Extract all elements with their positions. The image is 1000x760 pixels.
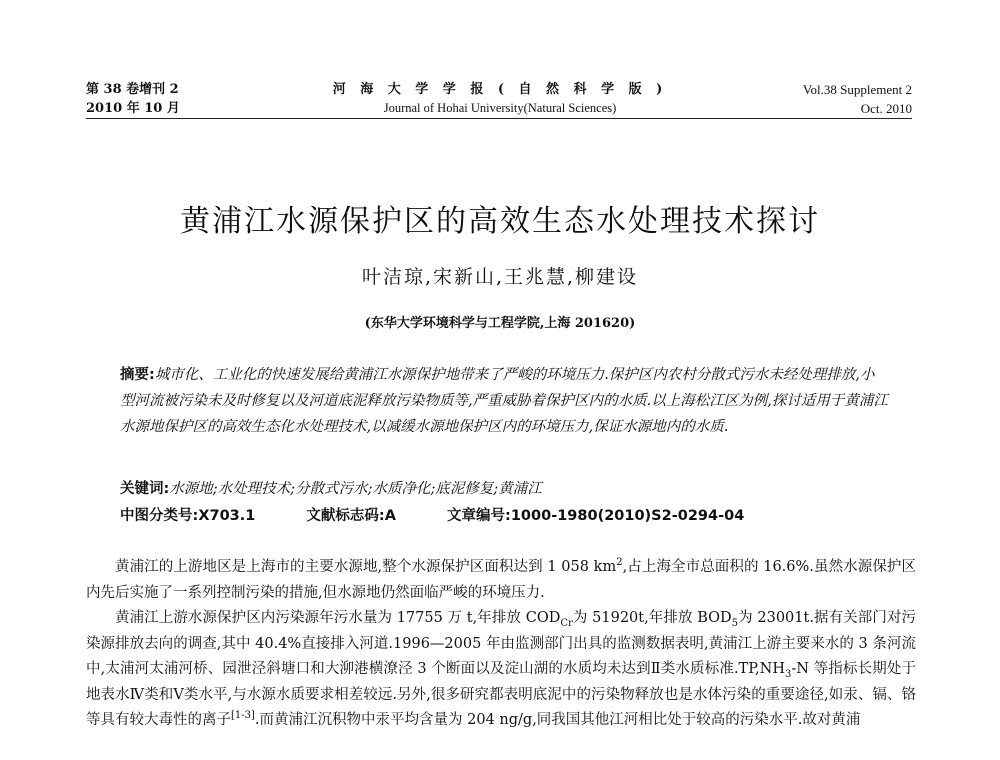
abstract xyxy=(120,362,888,440)
p1-text-b: ,占上海全市总面积的 16.6%.虽然水源保护区内先后实施了一系列控制污染的措施,但水源地仍然面临严峻的环境压力. xyxy=(86,559,917,601)
document-code xyxy=(306,508,396,524)
volume-en: Vol.38 Supplement 2 xyxy=(802,82,912,97)
volume-cn: 第 38 卷增刊 2 xyxy=(86,82,179,97)
journal-name xyxy=(330,80,670,118)
journal-name-en: Journal of Hohai University(Natural Sciences) xyxy=(383,101,617,115)
header-rule xyxy=(86,118,912,119)
p2-text-a: 黄浦江上游水源保护区内污染源年污水量为 17755 万 t,年排放 COD xyxy=(115,610,561,626)
p2-text-b: 为 51920t,年排放 BOD xyxy=(572,610,732,626)
classification-line xyxy=(120,504,888,528)
doc-value: A xyxy=(384,508,396,524)
paper-title: 黄浦江水源保护区的高效生态水处理技术探讨 xyxy=(180,204,820,239)
authors: 叶洁琼,宋新山,王兆慧,柳建设 xyxy=(361,266,639,288)
body-text xyxy=(86,555,916,734)
journal-header xyxy=(0,72,1000,120)
journal-name-cn: 河 海 大 学 学 报 ( 自 然 科 学 版 ) xyxy=(332,82,668,97)
doc-label: 文献标志码: xyxy=(306,508,385,524)
keywords-text: 水源地;水处理技术;分散式污水;水质净化;底泥修复;黄浦江 xyxy=(169,481,542,497)
issue-info-en xyxy=(803,80,912,118)
p2-text-e: .而黄浦江沉积物中汞平均含量为 204 ng/g,同我国其他江河相比处于较高的污染水平.故对黄浦 xyxy=(254,712,861,728)
abstract-label: 摘要: xyxy=(120,367,155,383)
article-value: 1000-1980(2010)S2-0294-04 xyxy=(510,508,745,524)
p2-subscript-5: 5 xyxy=(731,617,739,629)
article-number xyxy=(447,508,744,524)
clc-value: X703.1 xyxy=(198,508,256,524)
date-cn: 2010 年 10 月 xyxy=(86,101,180,116)
article-label: 文章编号: xyxy=(447,508,511,524)
clc-label: 中图分类号: xyxy=(120,508,199,524)
date-en: Oct. 2010 xyxy=(860,101,912,116)
p2-subscript-cr: Cr xyxy=(560,617,573,629)
abstract-text: 城市化、工业化的快速发展给黄浦江水源保护地带来了严峻的环境压力.保护区内农村分散式污水未经处理排放,小型河流被污染未及时修复以及河道底泥释放污染物质等,严重威胁着保护区内的水质.以上海松江区为例,探讨适用于黄浦江水源地保护区的高效生态化水处理技术,以减缓水源地保护区内的环境压力,保证水源地内的水质. xyxy=(120,367,888,435)
p1-superscript: 2 xyxy=(616,557,623,569)
p1-text-a: 黄浦江的上游地区是上海市的主要水源地,整个水源保护区面积达到 1 058 km xyxy=(115,559,617,575)
paragraph-2 xyxy=(86,606,916,734)
p2-text-d: -N 等指标长期处于地表水Ⅳ类和Ⅴ类水平,与水源水质要求相差较远.另外,很多研究都表明底泥中的污染物释放也是水体污染的重要途径,如汞、镉、铬等具有较大毒性的离子 xyxy=(86,661,916,728)
affiliation: (东华大学环境科学与工程学院,上海 201620) xyxy=(364,316,636,331)
p2-subscript-3: 3 xyxy=(785,668,792,680)
paragraph-1 xyxy=(86,555,916,606)
keywords-label: 关键词: xyxy=(120,481,170,497)
clc-number xyxy=(120,508,255,524)
issue-info xyxy=(86,80,180,118)
p2-citation: [1-3] xyxy=(231,710,255,722)
p2-text-c: 为 23001t.据有关部门对污染源排放去向的调查,其中 40.4%直接排入河道.1996—2005 年由监测部门出具的监测数据表明,黄浦江上游主要来水的 3 条河流中,太浦河太浦河桥、园泄泾斜塘口和大泖港横潦泾 3 个断面以及淀山湖的水质均未达到Ⅱ类水质标准.TP,NH xyxy=(86,610,917,677)
keywords xyxy=(120,476,888,502)
